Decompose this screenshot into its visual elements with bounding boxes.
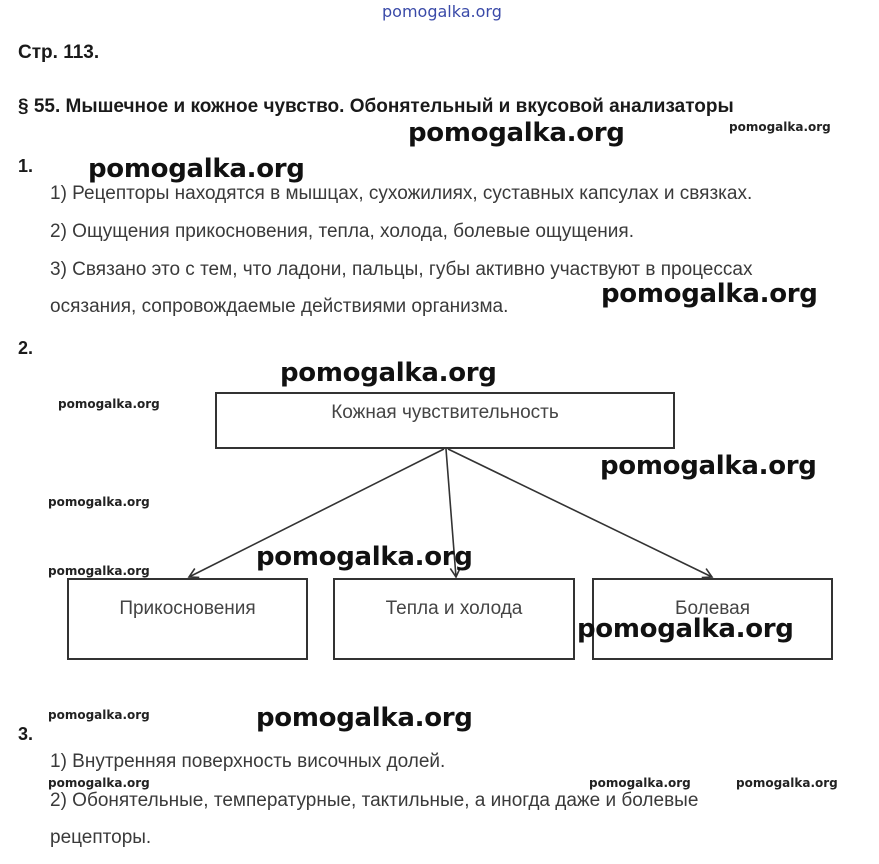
task-3-line: 2) Обонятельные, температурные, тактильные, а иногда даже и болевые [50, 790, 699, 811]
task-3-line: 1) Внутренняя поверхность височных долей. [50, 751, 446, 772]
section-title: § 55. Мышечное и кожное чувство. Обонятельный и вкусовой анализаторы [18, 96, 734, 117]
task-2-number: 2. [18, 338, 34, 358]
watermark-top: pomogalka.org [382, 2, 502, 21]
watermark: pomogalka.org [256, 542, 473, 572]
page-number: Стр. 113. [18, 42, 100, 63]
diagram-child-box [333, 578, 575, 660]
watermark-small: pomogalka.org [58, 397, 160, 411]
diagram-child-label: Прикосновения [119, 598, 256, 619]
watermark-small: pomogalka.org [729, 120, 831, 134]
watermark-small: pomogalka.org [48, 776, 150, 790]
watermark-small: pomogalka.org [48, 708, 150, 722]
watermark: pomogalka.org [88, 154, 305, 184]
diagram-root-label: Кожная чувствительность [331, 402, 559, 423]
watermark-small: pomogalka.org [48, 495, 150, 509]
task-1-line: осязания, сопровождаемые действиями организма. [50, 296, 509, 317]
watermark: pomogalka.org [577, 614, 794, 644]
watermark-small: pomogalka.org [48, 564, 150, 578]
task-1-line: 1) Рецепторы находятся в мышцах, сухожилиях, суставных капсулах и связках. [50, 183, 753, 204]
diagram-child-label: Болевая [674, 598, 750, 619]
task-3-number: 3. [18, 724, 34, 744]
task-1-number: 1. [18, 156, 34, 176]
watermark-small: pomogalka.org [589, 776, 691, 790]
watermark: pomogalka.org [280, 358, 497, 388]
diagram-child-label: Тепла и холода [385, 598, 523, 619]
watermark: pomogalka.org [256, 703, 473, 733]
watermark: pomogalka.org [408, 118, 625, 148]
watermark: pomogalka.org [600, 451, 817, 481]
diagram-root-box [215, 392, 675, 449]
watermark-small: pomogalka.org [736, 776, 838, 790]
diagram-child-box [67, 578, 308, 660]
task-1-line: 3) Связано это с тем, что ладони, пальцы, губы активно участвуют в процессах [50, 259, 753, 280]
watermark: pomogalka.org [601, 279, 818, 309]
task-3-line: рецепторы. [50, 827, 152, 848]
task-1-line: 2) Ощущения прикосновения, тепла, холода, болевые ощущения. [50, 221, 634, 242]
